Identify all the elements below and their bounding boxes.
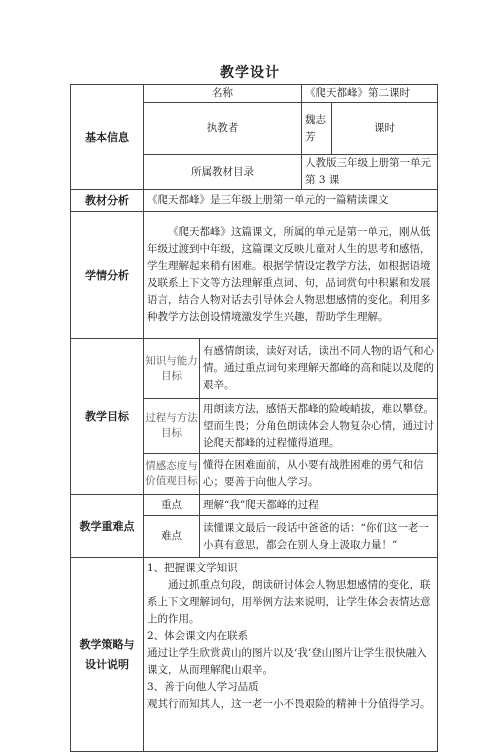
- basic-info-row-name: [71, 85, 438, 103]
- strategy-line: 1、把握课文学知识: [147, 562, 238, 574]
- objectives-header: 教学目标: [71, 339, 144, 495]
- basic-info-header: 基本信息: [71, 85, 144, 190]
- strategy-line: 观其行而知其人，这一老一小不畏艰险的精神十分值得学习。: [147, 698, 431, 710]
- key-point-text: 理解“我”爬天都峰的过程: [200, 495, 438, 516]
- material-analysis-header: 教材分析: [71, 190, 144, 212]
- difficult-point-label: 难点: [144, 516, 200, 558]
- teacher-value: 魏志芳: [302, 103, 332, 155]
- strategy-line: 2、体会课文内在联系: [147, 630, 249, 642]
- material-analysis-text: 《爬天都峰》是三年级上册第一单元的一篇精读课文: [144, 190, 438, 212]
- material-analysis-row: [71, 190, 438, 212]
- student-analysis-row: [71, 212, 438, 339]
- difficult-point-text: 读懂课文最后一段话中爸爸的话：“你们这一老一小真有意思，都会在别人身上汲取力量！”: [200, 516, 438, 558]
- objective-text-knowledge: 有感情朗读，读好对话，读出不同人物的语气和心情。通过重点词句来理解天都峰的高和陡以及爬的艰辛。: [200, 339, 438, 399]
- lesson-plan-table: [70, 84, 438, 752]
- period-label: 课时: [332, 103, 438, 155]
- strategy-content: [144, 558, 438, 752]
- strategy-row: [71, 558, 438, 752]
- strategy-line: 3、善于向他人学习品质: [147, 681, 259, 693]
- strategy-header: 教学策略与设计说明: [71, 558, 144, 752]
- strategy-line: 通过让学生欣赏黄山的图片以及‘我’登山图片让学生很快融入课文，从而理解爬山艰辛。: [147, 647, 427, 676]
- objective-label-values: 情感态度与价值观目标: [144, 454, 200, 495]
- objective-text-values: 懂得在困难面前，从小要有战胜困难的勇气和信心；要善于向他人学习。: [200, 454, 438, 495]
- textbook-value: 人教版三年级上册第一单元第 3 课: [302, 155, 438, 190]
- key-point-row: [71, 495, 438, 516]
- key-points-header: 教学重难点: [71, 495, 144, 558]
- name-value: 《爬天都峰》第二课时: [302, 85, 438, 103]
- objective-label-process: 过程与方法目标: [144, 399, 200, 454]
- page-title: 教学设计: [220, 65, 280, 81]
- key-point-label: 重点: [144, 495, 200, 516]
- strategy-line: 通过抓重点句段，朗读研讨体会人物思想感情的变化，联系上下文理解词句，用举例方法来说明，让学生体会表情达意上的作用。: [147, 579, 431, 625]
- name-label: 名称: [144, 85, 302, 103]
- student-analysis-text: 《爬天都峰》这篇课文，所属的单元是第一单元，刚从低年级过渡到中年级，这篇课文反映儿童对人生的思考和感悟，学生理解起来稍有困难。根据学情设定教学方法，如根据语境及联系上下文等方法理解重点词、句，品词赏句中积累和发展语言，结合人物对话去引导体会人物思想感情的变化。利用多种教学方法创设情境激发学生兴趣，帮助学生理解。: [144, 212, 438, 339]
- objective-text-process: 用朗读方法，感悟天都峰的险峻峭拔，难以攀登。望而生畏；分角色朗读体会人物复杂心情，通过讨论爬天都峰的过程懂得道理。: [200, 399, 438, 454]
- textbook-label: 所属教材目录: [144, 155, 302, 190]
- student-analysis-header: 学情分析: [71, 212, 144, 339]
- objective-label-knowledge: 知识与能力目标: [144, 339, 200, 399]
- objective-row-knowledge: [71, 339, 438, 399]
- teacher-label: 执教者: [144, 103, 302, 155]
